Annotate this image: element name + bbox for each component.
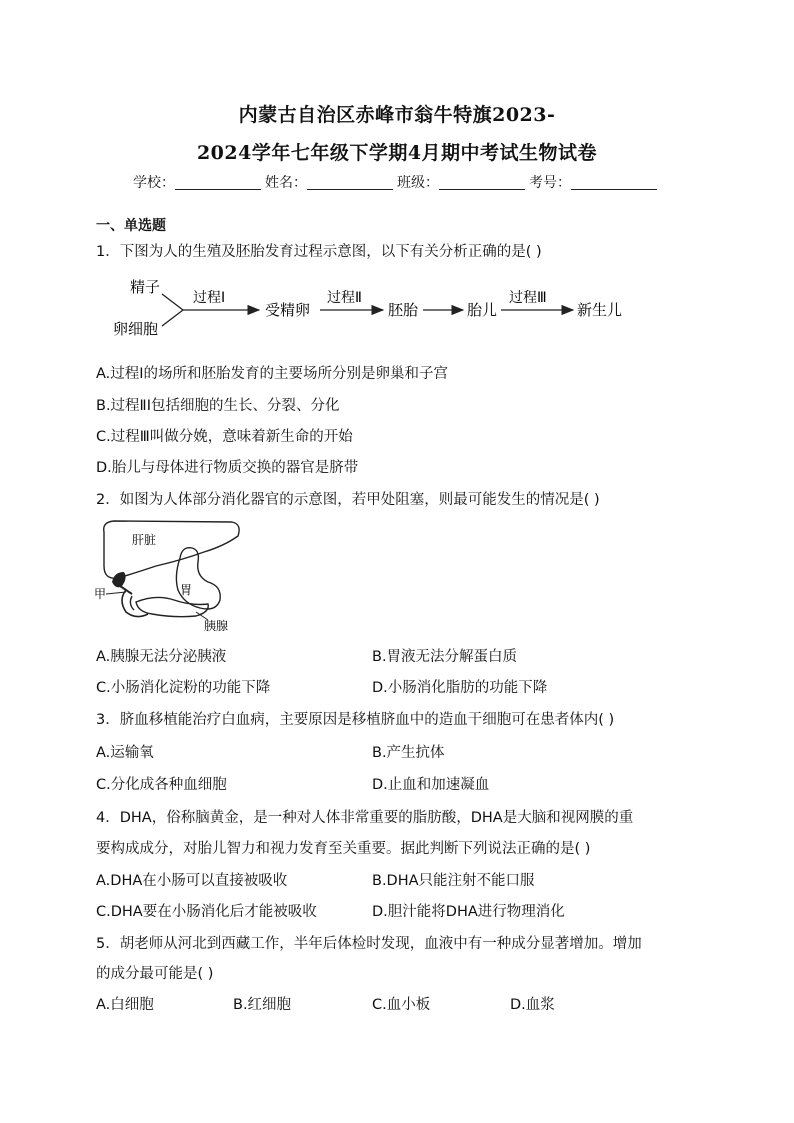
q3-option-d: D.止血和加速凝血 bbox=[372, 777, 490, 793]
q5-stem-line2: 的成分最可能是( ) bbox=[96, 966, 214, 982]
pancreas-label: 胰腺 bbox=[204, 619, 229, 633]
number-label: 考号： bbox=[529, 175, 571, 191]
q1-option-d: D.胎儿与母体进行物质交换的器官是脐带 bbox=[96, 460, 359, 476]
stomach-shape bbox=[176, 548, 220, 609]
q4-option-d: D.胆汁能将DHA进行物理消化 bbox=[372, 904, 565, 920]
q5-option-c: C.血小板 bbox=[372, 997, 431, 1013]
page-title-line1: 内蒙古自治区赤峰市翁牛特旗2023- bbox=[238, 104, 556, 126]
q3-option-c: C.分化成各种血细胞 bbox=[96, 777, 227, 793]
newborn-label: 新生儿 bbox=[577, 301, 623, 319]
q5-option-b: B.红细胞 bbox=[233, 997, 292, 1013]
q2-digestive-diagram bbox=[92, 516, 242, 634]
q1-stem: 1．下图为人的生殖及胚胎发育过程示意图，以下有关分析正确的是( ) bbox=[96, 244, 542, 260]
school-blank bbox=[175, 175, 261, 190]
name-label: 姓名： bbox=[265, 175, 307, 191]
duodenum-inner bbox=[130, 596, 134, 610]
page-title-line2: 2024学年七年级下学期4月期中考试生物试卷 bbox=[196, 142, 598, 164]
q1-option-c: C.过程Ⅲ叫做分娩，意味着新生命的开始 bbox=[96, 429, 353, 445]
liver-label: 肝脏 bbox=[132, 533, 157, 547]
q5-stem-line1: 5．胡老师从河北到西藏工作，半年后体检时发现，血液中有一种成分显著增加。增加 bbox=[96, 936, 642, 952]
zygote-label: 受精卵 bbox=[265, 301, 311, 319]
q4-stem-line1: 4．DHA，俗称脑黄金，是一种对人体非常重要的脂肪酸，DHA是大脑和视网膜的重 bbox=[96, 810, 634, 826]
process2-label: 过程Ⅱ bbox=[327, 290, 362, 306]
q4-stem-line2: 要构成成分，对胎儿智力和视力发育至关重要。据此判断下列说法正确的是( ) bbox=[96, 841, 591, 857]
q4-option-a: A.DHA在小肠可以直接被吸收 bbox=[96, 873, 288, 889]
q2-option-b: B.胃液无法分解蛋白质 bbox=[372, 649, 518, 665]
q2-option-a: A.胰腺无法分泌胰液 bbox=[96, 649, 227, 665]
stomach-label: 胃 bbox=[180, 583, 193, 597]
q3-option-a: A.运输氧 bbox=[96, 745, 154, 761]
q2-stem: 2．如图为人体部分消化器官的示意图，若甲处阻塞，则最可能发生的情况是( ) bbox=[96, 492, 600, 508]
embryo-label: 胚胎 bbox=[388, 301, 419, 319]
q4-option-c: C.DHA要在小肠消化后才能被吸收 bbox=[96, 904, 317, 920]
q2-option-d: D.小肠消化脂肪的功能下降 bbox=[372, 680, 548, 696]
process3-label: 过程Ⅲ bbox=[509, 290, 547, 306]
q1-option-b: B.过程ⅡⅠ包括细胞的生长、分裂、分化 bbox=[96, 398, 340, 414]
q3-option-b: B.产生抗体 bbox=[372, 745, 445, 761]
sperm-label: 精子 bbox=[130, 278, 161, 296]
q5-option-d: D.血浆 bbox=[510, 997, 555, 1013]
student-info-row bbox=[0, 172, 794, 192]
q1-process-diagram bbox=[105, 272, 645, 344]
section-heading: 一、单选题 bbox=[96, 218, 166, 234]
fetus-label: 胎儿 bbox=[467, 301, 498, 319]
merge-line-top bbox=[162, 294, 183, 310]
q5-option-a: A.白细胞 bbox=[96, 997, 154, 1013]
gallbladder-shape bbox=[112, 572, 126, 587]
q4-option-b: B.DHA只能注射不能口服 bbox=[372, 873, 535, 889]
school-label: 学校： bbox=[133, 175, 175, 191]
q3-stem: 3．脐血移植能治疗白血病，主要原因是移植脐血中的造血干细胞可在患者体内( ) bbox=[96, 712, 615, 728]
class-label: 班级： bbox=[397, 175, 439, 191]
class-blank bbox=[439, 175, 525, 190]
name-blank bbox=[307, 175, 393, 190]
process1-label: 过程Ⅰ bbox=[193, 290, 226, 306]
liver-shape bbox=[104, 521, 239, 578]
q2-option-c: C.小肠消化淀粉的功能下降 bbox=[96, 680, 271, 696]
q1-option-a: A.过程Ⅰ的场所和胚胎发育的主要场所分别是卵巢和子宫 bbox=[96, 366, 449, 382]
merge-line-bottom bbox=[162, 310, 183, 326]
jia-label: 甲 bbox=[94, 587, 107, 601]
number-blank bbox=[571, 175, 657, 190]
egg-label: 卵细胞 bbox=[113, 320, 159, 338]
